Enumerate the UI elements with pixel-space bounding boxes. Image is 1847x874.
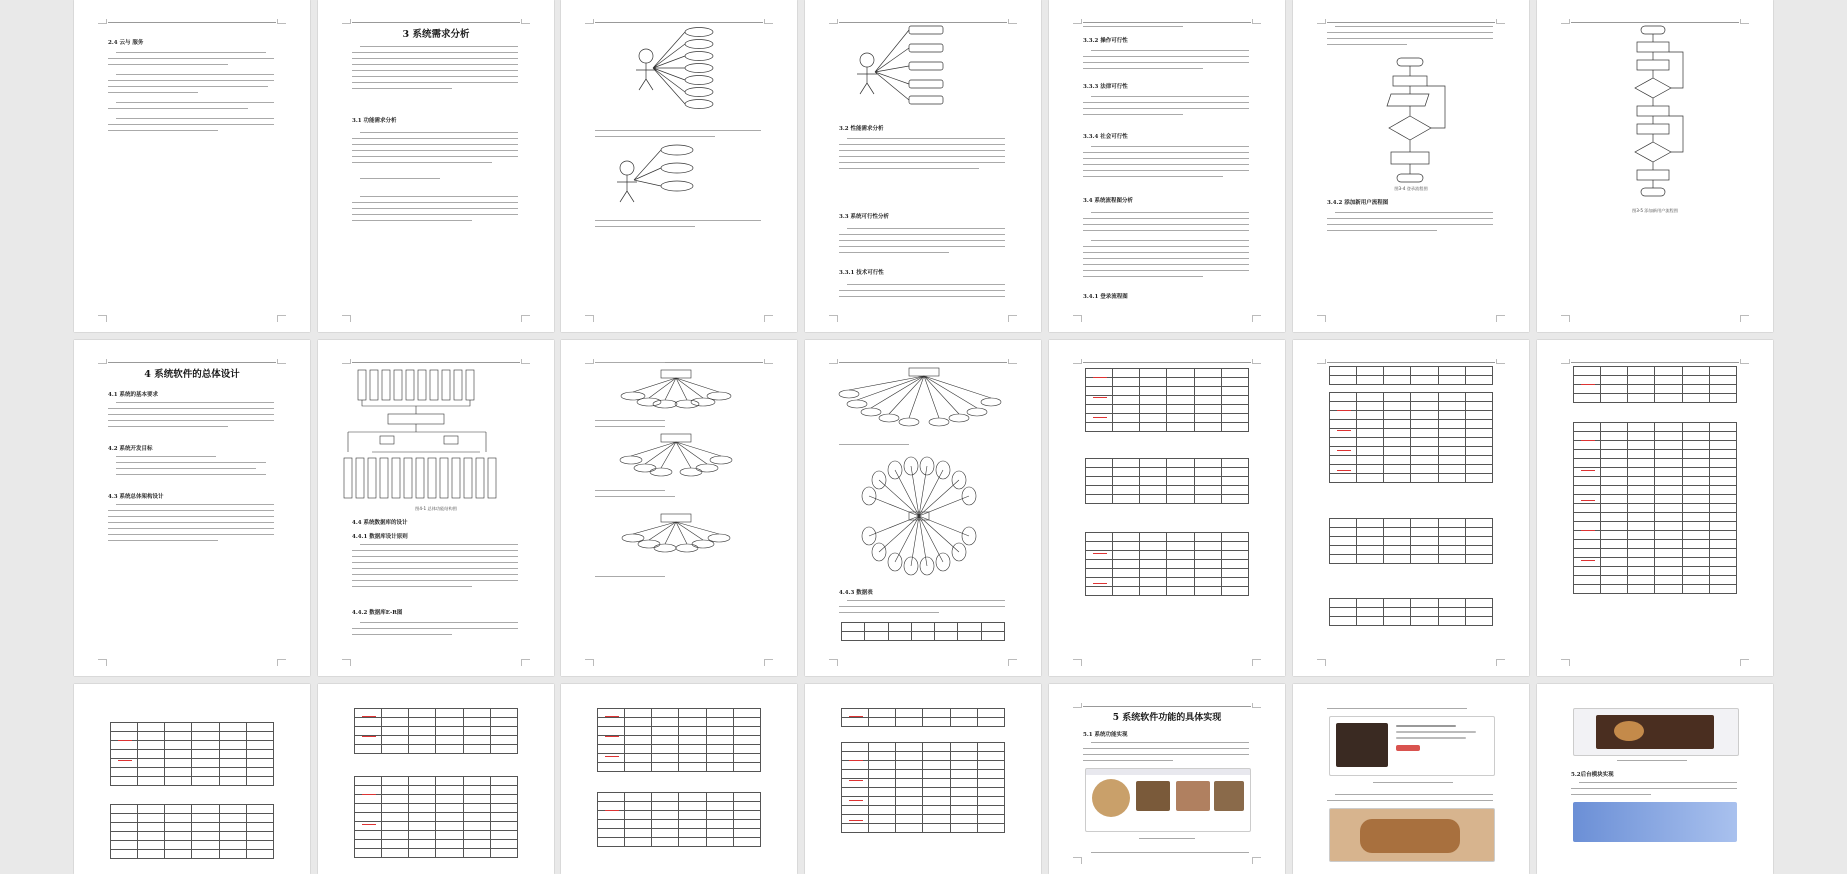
document-page: [1293, 340, 1529, 676]
document-page: [561, 0, 797, 332]
document-page: [1537, 684, 1773, 874]
document-page: [1049, 684, 1285, 874]
section-heading: 4.4 系统数据库的设计: [352, 520, 408, 526]
document-page: [561, 340, 797, 676]
document-page: [74, 684, 310, 874]
document-page: [1537, 340, 1773, 676]
figure-caption: 图3-5 添加新用户流程图: [1632, 208, 1678, 213]
section-heading: 4.2 系统开发目标: [108, 446, 153, 452]
section-heading: 3.4.2 添加新用户流程图: [1327, 200, 1389, 206]
document-page: 3.3.2 操作可行性 3.3.3 法律可行性 3.3.4 社会可行性 3.4 系统流程图分析 3.4.1 登录流程图: [1049, 0, 1285, 332]
admin-screenshot: [1573, 802, 1737, 842]
section-heading: 3.3.3 法律可行性: [1083, 84, 1128, 90]
section-heading: 2.4 云与 服务: [108, 40, 144, 46]
website-screenshot: [1085, 768, 1251, 832]
website-screenshot: [1329, 808, 1495, 862]
website-screenshot: [1573, 708, 1739, 756]
document-page: [561, 684, 797, 874]
section-heading: 4.4.2 数据库E-R图: [352, 610, 403, 616]
website-screenshot: [1329, 716, 1495, 776]
use-case-diagram: [561, 0, 797, 332]
document-page: [318, 340, 554, 676]
section-heading: 3.4 系统流程图分析: [1083, 198, 1133, 204]
section-heading: 5.1 系统功能实现: [1083, 732, 1128, 738]
document-page: [1049, 340, 1285, 676]
section-heading: 5.2后台模块实现: [1571, 772, 1614, 778]
section-heading: 4.4.3 数据表: [839, 590, 873, 596]
section-heading: 3.1 功能需求分析: [352, 118, 397, 124]
section-heading: 4.3 系统总体架构设计: [108, 494, 164, 500]
page-header-rule: [108, 22, 276, 23]
section-heading: 4.4.1 数据库设计原则: [352, 534, 408, 540]
document-page: [1293, 684, 1529, 874]
section-heading: 3.3.2 操作可行性: [1083, 38, 1128, 44]
document-page: [1293, 0, 1529, 332]
document-page: [74, 0, 310, 332]
document-page: 3.2 性能需求分析 3.3 系统可行性分析 3.3.1 技术可行性: [805, 0, 1041, 332]
document-page: [805, 684, 1041, 874]
chapter-title: 3 系统需求分析: [402, 29, 470, 40]
document-page: [805, 340, 1041, 676]
figure-caption: 图4-1 总体功能结构图: [415, 506, 457, 511]
document-page: [1537, 0, 1773, 332]
use-case-diagram: [805, 0, 1041, 332]
document-page: [318, 0, 554, 332]
section-heading: 3.3.4 社会可行性: [1083, 134, 1128, 140]
er-diagram: [561, 340, 797, 676]
chapter-title: 5 系统软件功能的具体实现: [1112, 713, 1222, 723]
document-page: [318, 684, 554, 874]
login-flowchart: [1293, 0, 1529, 332]
figure-caption: 图3-4 登录流程图: [1394, 186, 1428, 191]
section-heading: 4.1 系统的基本要求: [108, 392, 158, 398]
document-page: [74, 340, 310, 676]
add-user-flowchart: [1537, 0, 1773, 332]
chapter-title: 4 系统软件的总体设计: [144, 369, 240, 380]
